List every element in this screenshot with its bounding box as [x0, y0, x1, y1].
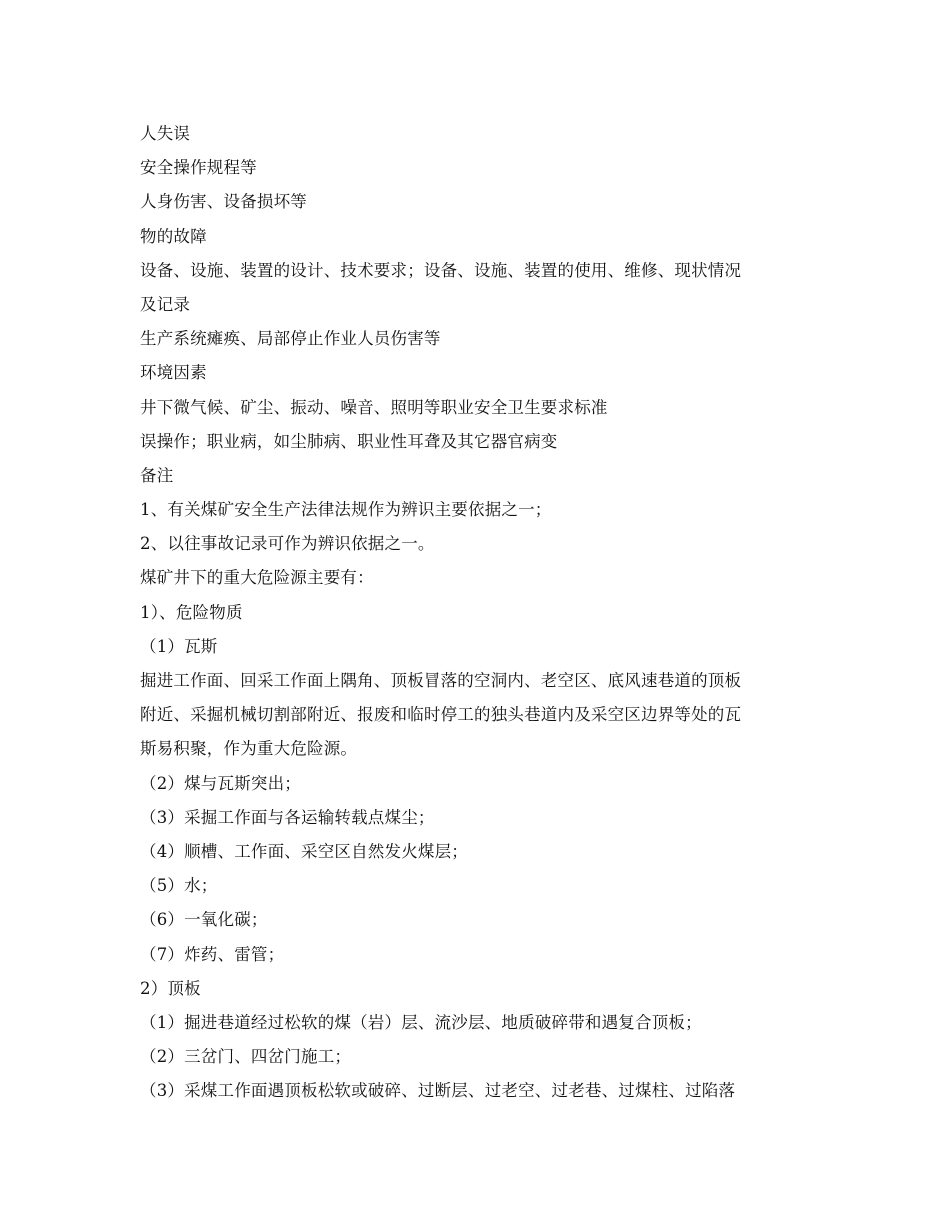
text-line: 设备、设施、装置的设计、技术要求；设备、设施、装置的使用、维修、现状情况 [140, 260, 742, 280]
text-line: 安全操作规程等 [140, 158, 257, 178]
text-line: 掘进工作面、回采工作面上隅角、顶板冒落的空洞内、老空区、底风速巷道的顶板 [140, 671, 742, 690]
list-item: （1）掘进巷道经过松软的煤（岩）层、流沙层、地质破碎带和遇复合顶板； [140, 1012, 702, 1032]
list-item: （4）顺槽、工作面、采空区自然发火煤层； [140, 841, 468, 861]
text-line: 斯易积聚，作为重大危险源。 [140, 739, 358, 759]
section-heading: 煤矿井下的重大危险源主要有： [140, 568, 374, 588]
text-line: 生产系统瘫痪、局部停止作业人员伤害等 [140, 329, 441, 349]
list-item: （1）瓦斯 [140, 636, 218, 656]
text-line: 人身伤害、设备损坏等 [140, 192, 307, 212]
document-body [140, 117, 812, 1108]
text-line: 及记录 [140, 294, 191, 314]
list-item: （3）采掘工作面与各运输转载点煤尘； [140, 807, 435, 827]
list-item: （6）一氧化碳； [140, 910, 268, 930]
list-item: 2、以往事故记录可作为辨识依据之一。 [140, 534, 435, 554]
list-item: （5）水； [140, 876, 218, 896]
text-line: 井下微气候、矿尘、振动、噪音、照明等职业安全卫生要求标准 [140, 397, 608, 417]
text-line: 误操作；职业病，如尘肺病、职业性耳聋及其它器官病变 [140, 431, 558, 451]
section-heading: 环境因素 [140, 363, 207, 383]
section-heading: 备注 [140, 465, 174, 485]
list-item: （7）炸药、雷管； [140, 944, 285, 964]
list-item: 1、有关煤矿安全生产法律法规作为辨识主要依据之一； [140, 500, 552, 520]
text-line: 人失误 [140, 124, 191, 143]
section-heading: 2）顶板 [140, 978, 201, 998]
text-line: 附近、采掘机械切割部附近、报废和临时停工的独头巷道内及采空区边界等处的瓦 [140, 705, 742, 725]
list-item: （3）采煤工作面遇顶板松软或破碎、过断层、过老空、过老巷、过煤柱、过陷落 [140, 1081, 736, 1101]
section-heading: 物的故障 [140, 226, 207, 246]
list-item: （2）煤与瓦斯突出； [140, 773, 301, 793]
section-heading: 1）、危险物质 [140, 602, 243, 622]
list-item: （2）三岔门、四岔门施工； [140, 1047, 352, 1067]
